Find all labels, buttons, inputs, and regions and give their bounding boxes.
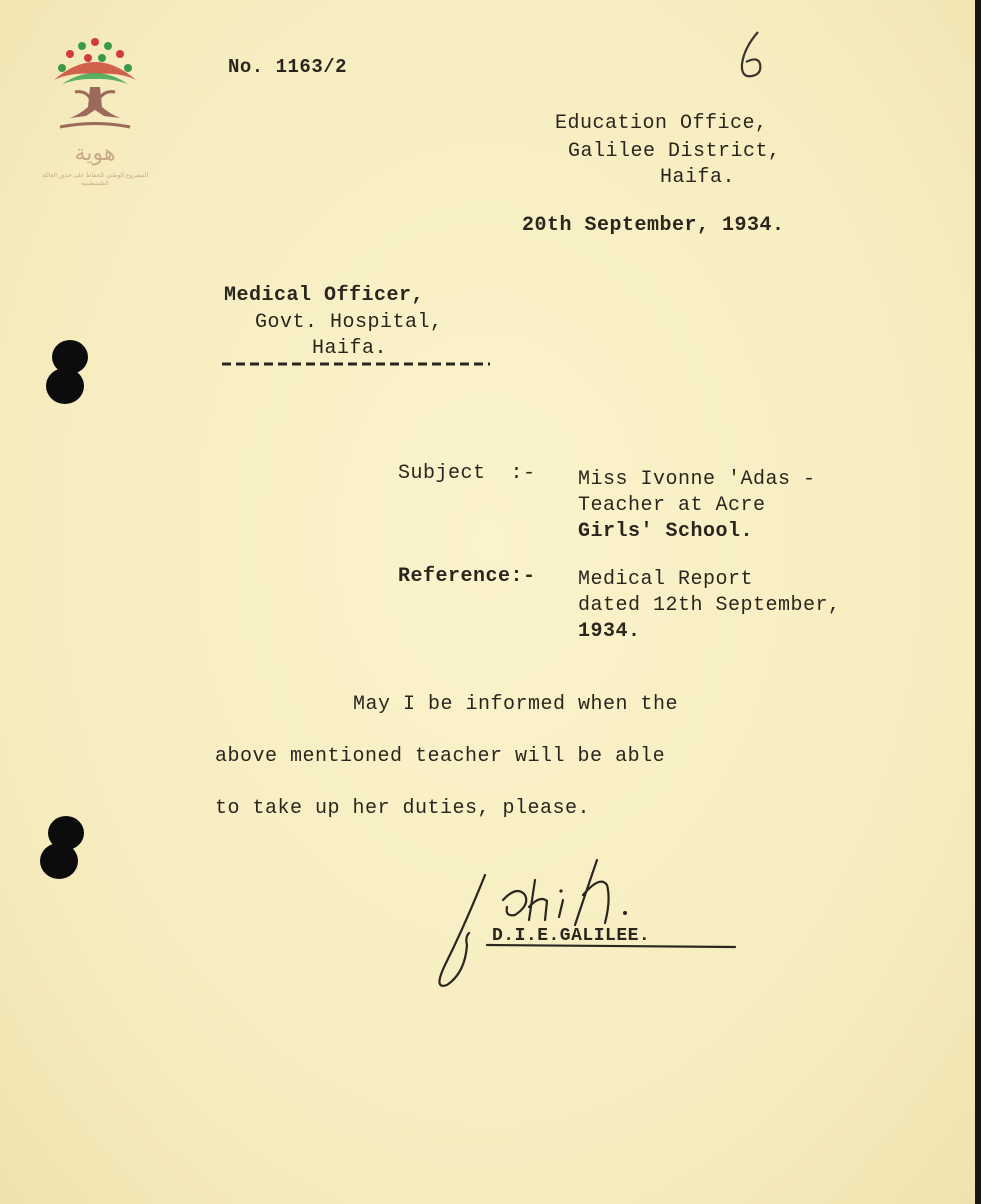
subject-line-3: Girls' School. xyxy=(578,520,754,543)
reference-line-2: dated 12th September, xyxy=(578,594,841,617)
subject-line-1: Miss Ivonne 'Adas - xyxy=(578,468,816,491)
recipient-line-2: Govt. Hospital, xyxy=(255,311,443,334)
recipient-line-1: Medical Officer, xyxy=(224,284,425,307)
body-line-1: May I be informed when the xyxy=(353,693,679,716)
page-edge xyxy=(975,0,981,1204)
reference-label: Reference:- xyxy=(398,565,536,588)
sender-line-2: Galilee District, xyxy=(568,140,781,163)
svg-text:هوية: هوية xyxy=(74,141,116,166)
body-line-2: above mentioned teacher will be able xyxy=(215,745,666,768)
subject-line-2: Teacher at Acre xyxy=(578,494,766,517)
reference-line-1: Medical Report xyxy=(578,568,754,591)
reference-line-3: 1934. xyxy=(578,620,641,643)
recipient-underline xyxy=(222,361,490,367)
archive-logo-icon xyxy=(40,32,150,192)
sender-line-1: Education Office, xyxy=(555,112,768,135)
recipient-line-3: Haifa. xyxy=(312,337,388,360)
letter-date: 20th September, 1934. xyxy=(522,214,785,237)
sender-line-3: Haifa. xyxy=(660,166,736,189)
binder-hole-top-b xyxy=(46,368,84,404)
logo-caption: المشروع الوطني للحفاظ على جذور العائلة الفلسطينية xyxy=(41,172,149,187)
binder-hole-bottom-b xyxy=(40,843,78,879)
handwritten-page-number xyxy=(730,28,770,84)
reference-number: No. 1163/2 xyxy=(228,56,348,78)
signature-title: D.I.E.GALILEE. xyxy=(492,926,651,946)
handwritten-signature xyxy=(425,845,745,995)
body-line-3: to take up her duties, please. xyxy=(215,797,591,820)
subject-label: Subject :- xyxy=(398,462,536,485)
